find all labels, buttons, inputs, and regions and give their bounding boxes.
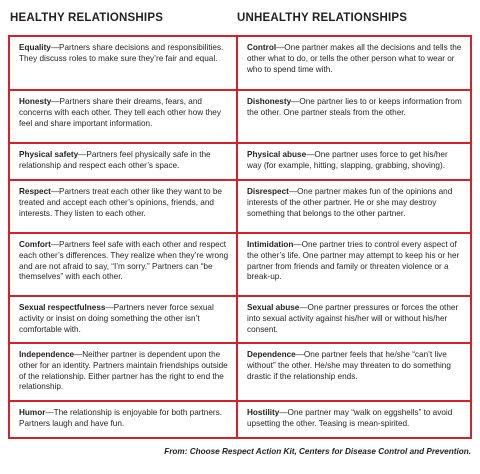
- unhealthy-cell: [237, 343, 471, 401]
- table-row: [9, 343, 471, 401]
- unhealthy-description: —One partner makes fun of the opinions and interests of the other partner. He or she may destroy something that belongs to the other partner.: [247, 187, 453, 218]
- table-row: [9, 180, 471, 233]
- unhealthy-term: Disrespect: [247, 187, 289, 196]
- unhealthy-relationships-heading: UNHEALTHY RELATIONSHIPS: [237, 12, 408, 24]
- table-row: [9, 233, 471, 296]
- unhealthy-description: —One partner lies to or keeps information from the other. One partner steals from the other.: [247, 97, 462, 117]
- unhealthy-term: Sexual abuse: [247, 303, 300, 312]
- healthy-cell: [9, 36, 237, 90]
- healthy-term: Independence: [19, 350, 75, 359]
- healthy-term: Humor: [19, 408, 46, 417]
- unhealthy-term: Physical abuse: [247, 150, 307, 159]
- healthy-description: —The relationship is enjoyable for both partners. Partners laugh and have fun.: [19, 408, 222, 428]
- unhealthy-description: —One partner tries to control every aspect of the other’s life. One partner may attempt to keep his or her partner from friends and family or threaten violence or a break-up.: [247, 240, 460, 282]
- unhealthy-term: Dishonesty: [247, 97, 292, 106]
- table-row: [9, 296, 471, 343]
- unhealthy-cell: [237, 36, 471, 90]
- healthy-description: —Neither partner is dependent upon the other for an identity. Partners maintain friendships outside of the relationship. Either partner has the right to end the relationship.: [19, 350, 228, 392]
- unhealthy-cell: [237, 296, 471, 343]
- unhealthy-cell: [237, 401, 471, 438]
- unhealthy-description: —One partner may “walk on eggshells” to avoid upsetting the other. Teasing is mean-spirited.: [247, 408, 453, 428]
- healthy-term: Physical safety: [19, 150, 79, 159]
- healthy-description: —Partners never force sexual activity or insist on doing something the other isn’t comfortable with.: [19, 303, 214, 334]
- unhealthy-description: —One partner feels that he/she “can’t live without” the other. He/she may threaten to do something drastic if the relationship ends.: [247, 350, 451, 381]
- healthy-relationships-heading: HEALTHY RELATIONSHIPS: [10, 12, 164, 24]
- unhealthy-cell: [237, 233, 471, 296]
- unhealthy-cell: [237, 180, 471, 233]
- healthy-cell: [9, 233, 237, 296]
- unhealthy-term: Control: [247, 43, 277, 52]
- relationships-comparison-table: [8, 35, 472, 439]
- unhealthy-description: —One partner makes all the decisions and tells the other what to do, or tells the other person what to wear or who to spend time with.: [247, 43, 462, 74]
- healthy-cell: [9, 296, 237, 343]
- table-row: [9, 36, 471, 90]
- healthy-cell: [9, 143, 237, 180]
- healthy-cell: [9, 401, 237, 438]
- source-credit: From: Choose Respect Action Kit, Centers for Disease Control and Prevention.: [164, 447, 471, 456]
- table-row: [9, 401, 471, 438]
- healthy-term: Equality: [19, 43, 51, 52]
- healthy-cell: [9, 180, 237, 233]
- unhealthy-description: —One partner uses force to get his/her way (for example, hitting, slapping, grabbing, shoving).: [247, 150, 448, 170]
- table-row: [9, 143, 471, 180]
- unhealthy-cell: [237, 90, 471, 143]
- healthy-description: —Partners feel physically safe in the relationship and respect each other’s space.: [19, 150, 211, 170]
- unhealthy-term: Intimidation: [247, 240, 294, 249]
- healthy-term: Respect: [19, 187, 51, 196]
- unhealthy-term: Hostility: [247, 408, 280, 417]
- healthy-term: Comfort: [19, 240, 51, 249]
- healthy-term: Sexual respectfulness: [19, 303, 106, 312]
- healthy-cell: [9, 90, 237, 143]
- healthy-description: —Partners share their dreams, fears, and concerns with each other. They tell each other how they feel and share important information.: [19, 97, 221, 128]
- healthy-cell: [9, 343, 237, 401]
- unhealthy-description: —One partner pressures or forces the other into sexual activity against his/her will or without his/her consent.: [247, 303, 459, 334]
- healthy-term: Honesty: [19, 97, 52, 106]
- healthy-description: —Partners treat each other like they want to be treated and accept each other’s opinions, friends, and interests. They listen to each other.: [19, 187, 222, 218]
- unhealthy-term: Dependence: [247, 350, 296, 359]
- unhealthy-cell: [237, 143, 471, 180]
- healthy-description: —Partners feel safe with each other and respect each other’s differences. They realize when they’re wrong and are not afraid to say, “I’m sorry.” Partners can “be themselves” with each other.: [19, 240, 229, 282]
- healthy-description: —Partners share decisions and responsibilities. They discuss roles to make sure they’re fair and equal.: [19, 43, 224, 63]
- table-row: [9, 90, 471, 143]
